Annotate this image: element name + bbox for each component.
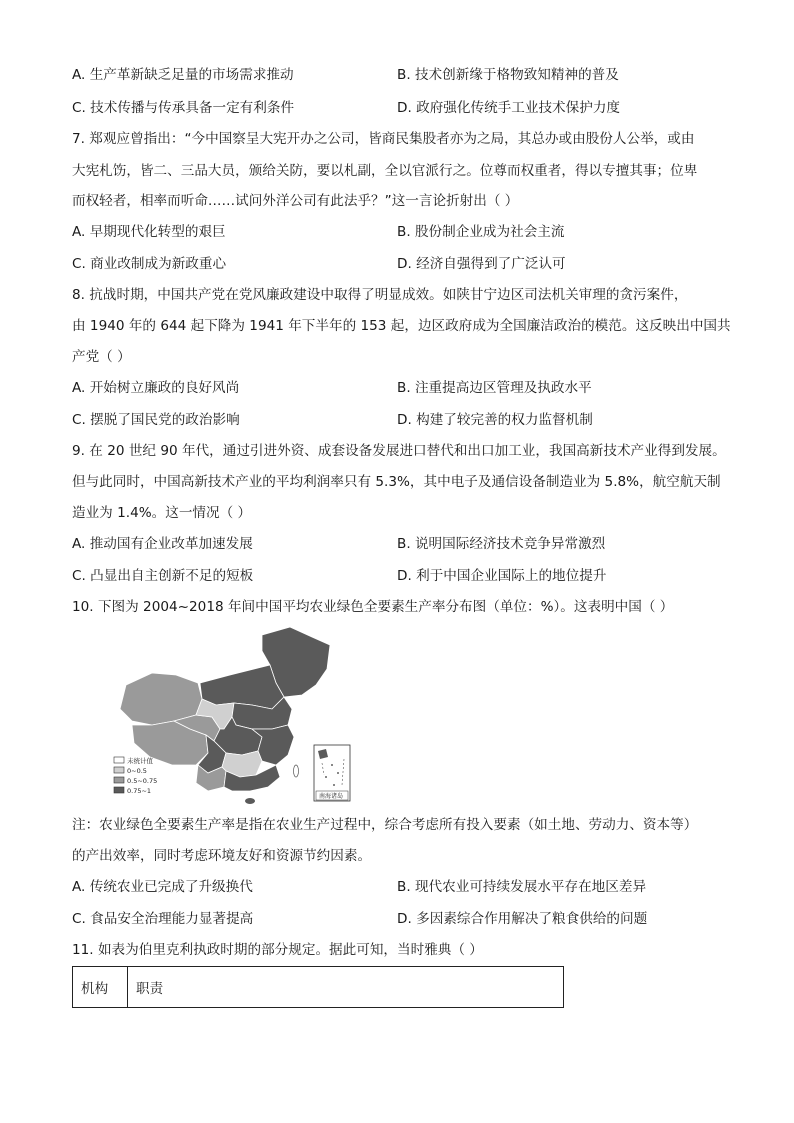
q10-option-b: B. 现代农业可持续发展水平存在地区差异 (397, 879, 647, 895)
q10-option-d: D. 多因素综合作用解决了粮食供给的问题 (397, 911, 648, 927)
q6-option-d: D. 政府强化传统手工业技术保护力度 (397, 100, 621, 116)
china-agri-productivity-map (112, 625, 352, 805)
q7-option-c: C. 商业改制成为新政重心 (72, 256, 227, 272)
south-china-sea-inset (314, 745, 350, 801)
q9-stem-line-2: 但与此同时，中国高新技术产业的平均利润率只有 5.3%，其中电子及通信设备制造业为 5.8%，航空航天制 (72, 474, 721, 490)
q9-option-a: A. 推动国有企业改革加速发展 (72, 536, 253, 552)
q11-table (72, 966, 564, 1008)
q10-note-line-1: 注：农业绿色全要素生产率是指在农业生产过程中，综合考虑所有投入要素（如土地、劳动力、资本等） (72, 817, 698, 833)
q7-option-d: D. 经济自强得到了广泛认可 (397, 256, 566, 272)
q10-note-line-2: 的产出效率，同时考虑环境友好和资源节约因素。 (72, 848, 372, 864)
q11-stem: 11. 如表为伯里克利执政时期的部分规定。据此可知，当时雅典（ ） (72, 942, 483, 958)
q6-option-b: B. 技术创新缘于格物致知精神的普及 (397, 67, 619, 83)
q10-stem: 10. 下图为 2004~2018 年间中国平均农业绿色全要素生产率分布图（单位：%）。这表明中国（ ） (72, 599, 674, 615)
q8-option-d: D. 构建了较完善的权力监督机制 (397, 412, 593, 428)
inset-label: 南海诸岛 (319, 793, 344, 800)
q6-option-c: C. 技术传播与传承具备一定有利条件 (72, 100, 295, 116)
q9-option-b: B. 说明国际经济技术竞争异常激烈 (397, 536, 606, 552)
q8-option-b: B. 注重提高边区管理及执政水平 (397, 380, 592, 396)
q7-stem-line-3: 而权轻者，相率而听命……试问外洋公司有此法乎？”这一言论折射出（ ） (72, 193, 519, 209)
map-region-hainan (245, 798, 255, 804)
legend-swatch-0.5-0.75 (114, 777, 124, 783)
legend-label-0.5-0.75: 0.5~0.75 (127, 777, 158, 785)
legend-swatch-unknown (114, 757, 124, 763)
q9-option-c: C. 凸显出自主创新不足的短板 (72, 568, 254, 584)
legend-label-unknown: 未统计值 (127, 757, 153, 765)
legend-label-0-0.5: 0~0.5 (127, 767, 147, 775)
q7-option-a: A. 早期现代化转型的艰巨 (72, 224, 226, 240)
legend-label-0.75-1: 0.75~1 (127, 787, 152, 795)
q9-stem-line-3: 造业为 1.4%。这一情况（ ） (72, 505, 252, 521)
q7-stem-line-2: 大宪札饬，皆二、三品大员，颁给关防，要以札副，全以官派行之。位尊而权重者，得以专擅其事；位卑 (72, 163, 698, 179)
legend-swatch-0.75-1 (114, 787, 124, 793)
q8-option-c: C. 摆脱了国民党的政治影响 (72, 412, 240, 428)
q8-stem-line-2: 由 1940 年的 644 起下降为 1941 年下半年的 153 起，边区政府成为全国廉洁政治的模范。这反映出中国共 (72, 318, 731, 334)
q8-stem-line-1: 8. 抗战时期，中国共产党在党风廉政建设中取得了明显成效。如陕甘宁边区司法机关审理的贪污案件， (72, 287, 688, 303)
map-legend (114, 756, 157, 795)
q7-stem-line-1: 7. 郑观应曾指出：“今中国察呈大宪开办之公司，皆商民集股者亦为之局，其总办或由股份人公举，或由 (72, 131, 695, 147)
table-header-duty: 职责 (128, 967, 564, 1008)
q7-option-b: B. 股份制企业成为社会主流 (397, 224, 565, 240)
table-header-row (73, 967, 564, 1008)
q6-option-a: A. 生产革新缺乏足量的市场需求推动 (72, 67, 294, 83)
legend-swatch-0-0.5 (114, 767, 124, 773)
map-region-taiwan (294, 765, 299, 777)
q10-option-a: A. 传统农业已完成了升级换代 (72, 879, 253, 895)
q8-stem-line-3: 产党（ ） (72, 349, 131, 365)
q9-option-d: D. 利于中国企业国际上的地位提升 (397, 568, 607, 584)
q10-option-c: C. 食品安全治理能力显著提高 (72, 911, 254, 927)
q9-stem-line-1: 9. 在 20 世纪 90 年代，通过引进外资、成套设备发展进口替代和出口加工业，我国高新技术产业得到发展。 (72, 443, 726, 459)
map-region-inner-mongolia (200, 665, 284, 709)
table-header-institution: 机构 (73, 967, 128, 1008)
q8-option-a: A. 开始树立廉政的良好风尚 (72, 380, 240, 396)
